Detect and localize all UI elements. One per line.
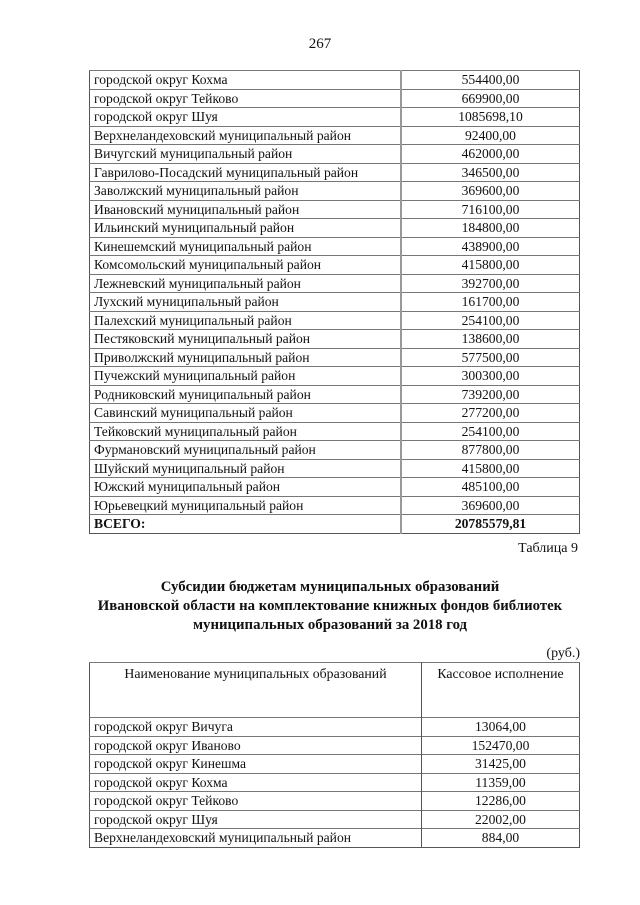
amount-value: 138600,00: [401, 330, 580, 349]
amount-value: 346500,00: [401, 163, 580, 182]
municipality-name: Комсомольский муниципальный район: [90, 256, 402, 275]
table-row: [90, 367, 580, 386]
amount-value: 300300,00: [401, 367, 580, 386]
amount-value: 12286,00: [422, 792, 580, 811]
column-header-value: Кассовое исполнение: [422, 663, 580, 718]
amount-value: 22002,00: [422, 810, 580, 829]
table-row: [90, 792, 580, 811]
table-row: [90, 736, 580, 755]
municipality-name: Пестяковский муниципальный район: [90, 330, 402, 349]
table-row: [90, 71, 580, 90]
table-row: [90, 422, 580, 441]
municipality-name: Юрьевецкий муниципальный район: [90, 496, 402, 515]
municipality-name: Гаврилово-Посадский муниципальный район: [90, 163, 402, 182]
amount-value: 739200,00: [401, 385, 580, 404]
table-row: [90, 126, 580, 145]
amount-value: 485100,00: [401, 478, 580, 497]
table-row: [90, 311, 580, 330]
table-row: [90, 478, 580, 497]
municipality-name: Заволжский муниципальный район: [90, 182, 402, 201]
municipality-name: Южский муниципальный район: [90, 478, 402, 497]
table-row: [90, 496, 580, 515]
municipality-name: Фурмановский муниципальный район: [90, 441, 402, 460]
amount-value: 254100,00: [401, 311, 580, 330]
amount-value: 716100,00: [401, 200, 580, 219]
municipality-name: Пучежский муниципальный район: [90, 367, 402, 386]
municipality-name: Вичугский муниципальный район: [90, 145, 402, 164]
amount-value: 254100,00: [401, 422, 580, 441]
library-subsidies-table: [89, 662, 580, 848]
municipality-name: Шуйский муниципальный район: [90, 459, 402, 478]
amount-value: 392700,00: [401, 274, 580, 293]
amount-value: 92400,00: [401, 126, 580, 145]
table-row: [90, 829, 580, 848]
amount-value: 13064,00: [422, 718, 580, 737]
amount-value: 577500,00: [401, 348, 580, 367]
municipality-name: Лухский муниципальный район: [90, 293, 402, 312]
table-row: [90, 274, 580, 293]
amount-value: 1085698,10: [401, 108, 580, 127]
table-label: Таблица 9: [518, 541, 578, 556]
amount-value: 369600,00: [401, 496, 580, 515]
municipality-name: городской округ Вичуга: [90, 718, 422, 737]
amount-value: 11359,00: [422, 773, 580, 792]
table-row: [90, 108, 580, 127]
amount-value: 20785579,81: [401, 515, 580, 534]
municipality-name: городской округ Тейково: [90, 89, 402, 108]
currency-unit: (руб.): [546, 646, 580, 661]
amount-value: 152470,00: [422, 736, 580, 755]
table-row: [90, 755, 580, 774]
municipality-name: городской округ Шуя: [90, 108, 402, 127]
amount-value: 184800,00: [401, 219, 580, 238]
amount-value: 669900,00: [401, 89, 580, 108]
amount-value: 462000,00: [401, 145, 580, 164]
table-row: [90, 718, 580, 737]
amount-value: 415800,00: [401, 256, 580, 275]
amount-value: 884,00: [422, 829, 580, 848]
amount-value: 31425,00: [422, 755, 580, 774]
total-row: [90, 515, 580, 534]
amount-value: 161700,00: [401, 293, 580, 312]
amount-value: 415800,00: [401, 459, 580, 478]
table-row: [90, 330, 580, 349]
municipality-name: Лежневский муниципальный район: [90, 274, 402, 293]
table-title-line: Ивановской области на комплектование книжных фондов библиотек: [97, 598, 563, 614]
table-row: [90, 237, 580, 256]
table-row: [90, 200, 580, 219]
table-row: [90, 256, 580, 275]
page-number: 267: [308, 36, 332, 52]
municipality-name: Ивановский муниципальный район: [90, 200, 402, 219]
table-row: [90, 773, 580, 792]
table-title: [60, 578, 600, 635]
table-row: [90, 163, 580, 182]
table-header-row: [90, 663, 580, 718]
municipality-name: ВСЕГО:: [90, 515, 402, 534]
table-row: [90, 182, 580, 201]
amount-value: 438900,00: [401, 237, 580, 256]
municipality-name: городской округ Тейково: [90, 792, 422, 811]
table-row: [90, 293, 580, 312]
table-row: [90, 385, 580, 404]
table-row: [90, 89, 580, 108]
municipality-name: Родниковский муниципальный район: [90, 385, 402, 404]
table-row: [90, 459, 580, 478]
table-row: [90, 145, 580, 164]
municipality-name: городской округ Иваново: [90, 736, 422, 755]
municipality-name: Кинешемский муниципальный район: [90, 237, 402, 256]
municipality-name: Верхнеландеховский муниципальный район: [90, 126, 402, 145]
table-row: [90, 404, 580, 423]
municipality-name: Тейковский муниципальный район: [90, 422, 402, 441]
table-row: [90, 348, 580, 367]
table-title-line: муниципальных образований за 2018 год: [192, 617, 468, 633]
municipality-name: Ильинский муниципальный район: [90, 219, 402, 238]
municipality-name: городской округ Кохма: [90, 773, 422, 792]
municipality-name: Савинский муниципальный район: [90, 404, 402, 423]
table-row: [90, 219, 580, 238]
municipality-name: городской округ Кохма: [90, 71, 402, 90]
amount-value: 277200,00: [401, 404, 580, 423]
municipality-name: городской округ Шуя: [90, 810, 422, 829]
column-header-name: Наименование муниципальных образований: [90, 663, 422, 718]
amount-value: 877800,00: [401, 441, 580, 460]
table-row: [90, 441, 580, 460]
amount-value: 369600,00: [401, 182, 580, 201]
amount-value: 554400,00: [401, 71, 580, 90]
table-title-line: Субсидии бюджетам муниципальных образований: [160, 579, 500, 595]
municipality-name: Верхнеландеховский муниципальный район: [90, 829, 422, 848]
table-row: [90, 810, 580, 829]
municipality-name: Приволжский муниципальный район: [90, 348, 402, 367]
subsidies-table-continued: [89, 70, 580, 534]
municipality-name: Палехский муниципальный район: [90, 311, 402, 330]
municipality-name: городской округ Кинешма: [90, 755, 422, 774]
